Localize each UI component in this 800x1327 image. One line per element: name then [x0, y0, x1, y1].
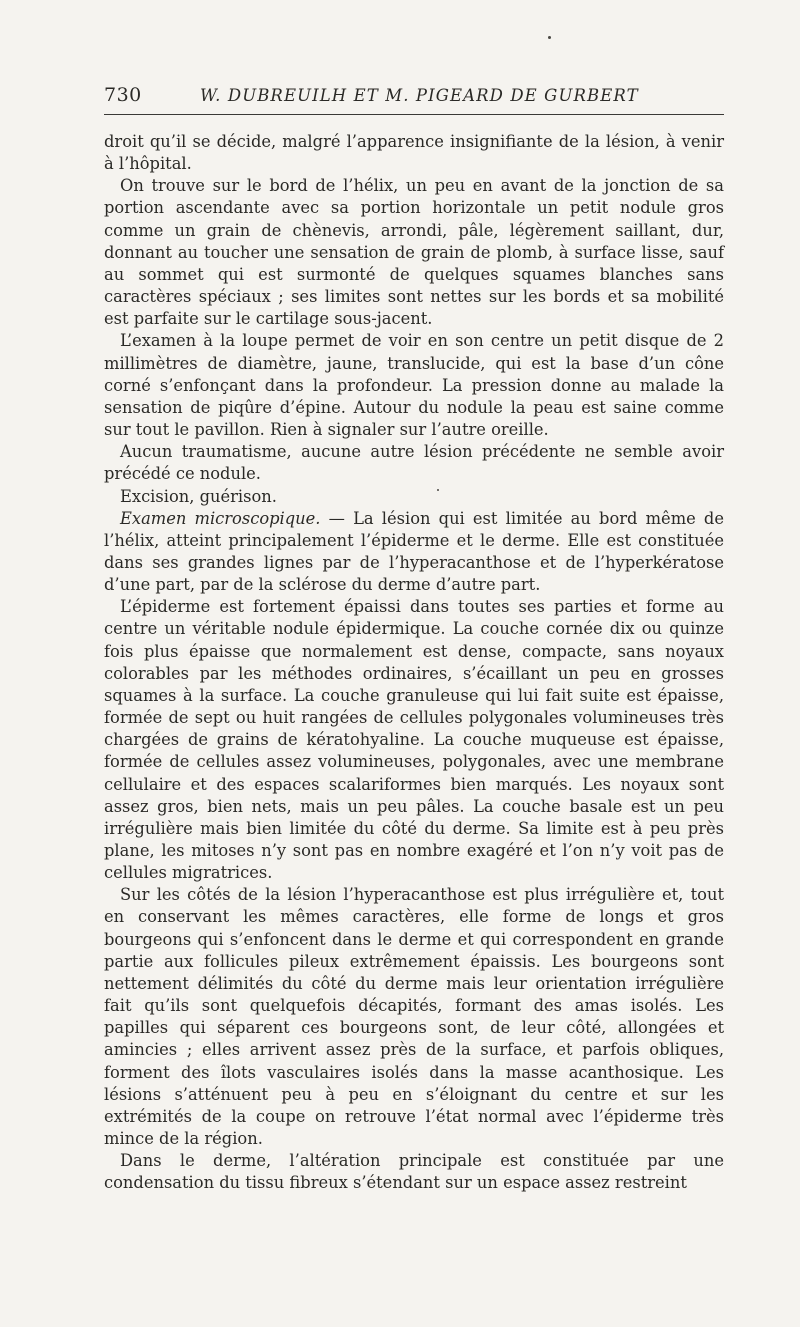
body-text: [104, 131, 724, 1195]
print-speck: [548, 36, 551, 39]
paragraph: Dans le derme, l’altération principale est constituée par une condensation du tissu fibreux s’étendant sur un espace assez restreint: [104, 1151, 724, 1193]
paragraph: droit qu’il se décide, malgré l’apparence insignifiante de la lésion, à venir à l’hôpital.: [104, 132, 724, 174]
paragraph: On trouve sur le bord de l’hélix, un peu en avant de la jonction de sa portion ascendante avec sa portion horizontale un petit nodule gros comme un grain de chènevis, arrondi, pâle, légèrement saillant, dur, donnant au toucher une sensation de grain de plomb, à surface lisse, sauf au sommet qui est surmonté de quelques squames blanches sans caractères spéciaux ; ses limites sont nettes sur les bords et sa mobilité est parfaite sur le cartilage sous-jacent.: [104, 176, 724, 329]
paragraph: Aucun traumatisme, aucune autre lésion précédente ne semble avoir précédé ce nodule.: [104, 442, 724, 484]
page-header: [104, 84, 724, 115]
paragraph: L’examen à la loupe permet de voir en son centre un petit disque de 2 millimètres de diamètre, jaune, translucide, qui est la base d’un cône corné s’enfonçant dans la profondeur. La pression donne au malade la sensation de piqûre d’épine. Autour du nodule la peau est saine comme sur tout le pavillon. Rien à signaler sur l’autre oreille.: [104, 331, 724, 440]
section-heading-italic: Examen microscopique.: [120, 508, 321, 528]
paragraph: Excision, guérison.: [120, 486, 277, 506]
running-head: W. DUBREUILH ET M. PIGEARD DE GURBERT: [200, 86, 639, 105]
paragraph: Sur les côtés de la lésion l’hyperacanthose est plus irrégulière et, tout en conservant les mêmes caractères, elle forme de longs et gros bourgeons qui s’enfoncent dans le derme et qui correspondent en grande partie aux follicules pileux extrêmement épaissis. Les bourgeons sont nettement délimités du côté du derme mais leur orientation irrégulière fait qu’ils sont quelquefois décapités, formant des amas isolés. Les papilles qui séparent ces bourgeons sont, de leur côté, allongées et amincies ; elles arrivent assez près de la surface, et parfois obliques, forment des îlots vasculaires isolés dans la masse acanthosique. Les lésions s’atténuent peu à peu en s’éloignant du centre et sur les extrémités de la coupe on retrouve l’état normal avec l’épiderme très mince de la région.: [104, 885, 724, 1149]
paragraph: L’épiderme est fortement épaissi dans toutes ses parties et forme au centre un véritable nodule épidermique. La couche cornée dix ou quinze fois plus épaisse que normalement est dense, compacte, sans noyaux colorables par les méthodes ordinaires, s’écaillant un peu en grosses squames à la surface. La couche granuleuse qui lui fait suite est épaisse, formée de sept ou huit rangées de cellules polygonales volumineuses très chargées de grains de kératohyaline. La couche muqueuse est épaisse, formée de cellules assez volumineuses, polygonales, avec une membrane cellulaire et des espaces scalariformes bien marqués. Les noyaux sont assez gros, bien nets, mais un peu pâles. La couche basale est un peu irrégulière mais bien limitée du côté du derme. Sa limite est à peu près plane, les mitoses n’y sont pas en nombre exagéré et l’on n’y voit pas de cellules migratrices.: [104, 597, 724, 883]
paragraph: Examen microscopique. — La lésion qui est limitée au bord même de l’hélix, atteint principalement l’épiderme et le derme. Elle est constituée dans ses grandes lignes par de l’hyperacanthose et de l’hyperkératose d’une part, par de la sclérose du derme d’autre part.: [104, 508, 724, 595]
page-number: 730: [104, 84, 142, 106]
book-page: [104, 84, 724, 1195]
